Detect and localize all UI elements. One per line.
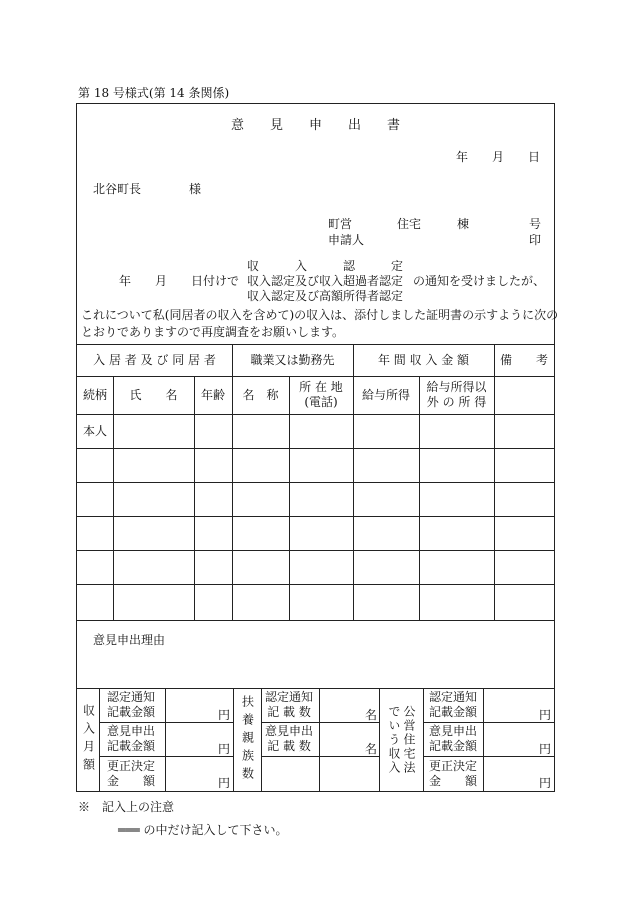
dependents-row-1-label: 認定通知 記 載 数 [265, 690, 314, 719]
notice-line-3: 収入認定及び高額所得者認定 [247, 289, 404, 303]
applicant-label: 申請人 [328, 233, 365, 247]
notice-line-1: 収 入 認 定 [247, 259, 404, 273]
header-annual-income: 年 間 収 入 金 額 [377, 352, 470, 367]
income-row-2-label: 意見申出 記載金額 [107, 724, 156, 753]
seal-label: 印 [529, 233, 542, 247]
house-label: 住宅 [397, 217, 422, 231]
statement-line-2: とおりでありますので再度調査をお願いします。 [81, 325, 345, 339]
addressee: 北谷町長 様 [93, 182, 202, 196]
notes-title: ※ 記入上の注意 [78, 800, 175, 814]
public-row-1-label: 認定通知 記載金額 [429, 690, 478, 719]
notice-date: 年 月 日付けで [119, 274, 240, 288]
public-row-3-label: 更正決定 金 額 [429, 758, 478, 788]
statement-line-1: これについて私(同居者の収入を含めて)の収入は、添付しました証明書の示すように次の [81, 308, 559, 322]
form-frame [76, 103, 559, 792]
dependents-group-label: 扶養親族数 [240, 694, 255, 785]
notes-line-1: ═══ の中だけ記入して下さい。 [118, 823, 288, 837]
reason-label: 意見申出理由 [93, 633, 166, 647]
yen-unit: 円 [218, 708, 231, 722]
yen-unit: 円 [539, 708, 552, 722]
col-name: 氏 名 [129, 387, 178, 402]
col-address-line-2: (電話) [304, 395, 338, 409]
form-title: 意 見 申 出 書 [230, 118, 400, 133]
income-row-1-label: 認定通知 記載金額 [107, 690, 156, 719]
yen-unit: 円 [539, 742, 552, 756]
number-label: 号 [529, 217, 542, 231]
yen-unit: 円 [218, 776, 231, 790]
notice-suffix: の通知を受けましたが、 [413, 274, 546, 288]
header-occupation: 職業又は勤務先 [250, 352, 335, 367]
col-age: 年齢 [200, 387, 225, 402]
persons-unit: 名 [365, 708, 378, 722]
header-remarks: 備 考 [499, 352, 548, 367]
col-other-line-2: 外 の 所 得 [426, 395, 487, 409]
yen-unit: 円 [218, 742, 231, 756]
town-label: 町営 [328, 217, 353, 231]
col-relation: 続柄 [82, 387, 107, 402]
dependents-row-2-label: 意見申出 記 載 数 [265, 724, 314, 753]
income-row-3-label: 更正決定 金 額 [107, 758, 156, 788]
col-address [289, 376, 353, 414]
row-self-relation: 本人 [82, 423, 107, 438]
form-number: 第 18 号様式(第 14 条関係) [78, 86, 230, 100]
col-other-income [419, 376, 494, 414]
date-line: 年 月 日 [455, 150, 540, 164]
public-row-2-label: 意見申出 記載金額 [429, 724, 478, 753]
yen-unit: 円 [539, 776, 552, 790]
col-address-line-1: 所 在 地 [299, 380, 343, 394]
col-other-line-1: 給与所得以 [426, 380, 487, 394]
income-group-label: 収入月額 [81, 703, 96, 776]
building-label: 棟 [457, 217, 470, 231]
public-group-label [379, 688, 423, 791]
col-org-name: 名 称 [242, 387, 279, 402]
public-group-col-2: でいう収入 [387, 704, 401, 775]
public-group-col-1: 公営住宅法 [402, 704, 416, 775]
header-residents: 入 居 者 及 び 同 居 者 [93, 352, 216, 367]
persons-unit: 名 [365, 742, 378, 756]
notice-line-2: 収入認定及び収入超過者認定 [247, 274, 404, 288]
col-salary: 給与所得 [361, 387, 410, 402]
